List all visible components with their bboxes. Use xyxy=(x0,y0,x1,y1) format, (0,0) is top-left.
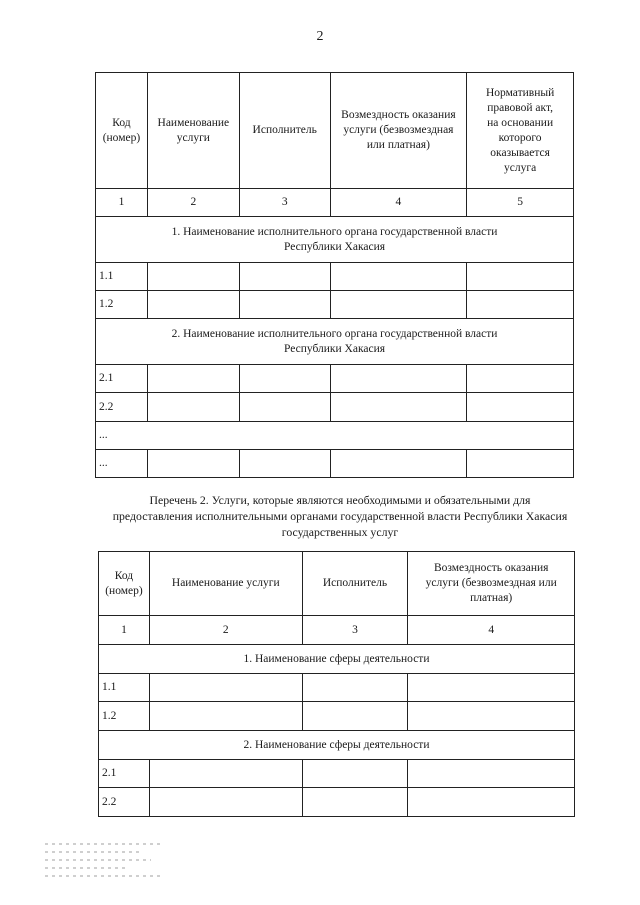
table2-colnum: 3 xyxy=(302,616,408,645)
table2-colnum: 1 xyxy=(99,616,150,645)
table1-section-title: 1. Наименование исполнительного органа государственной власти Республики Хакасия xyxy=(96,217,574,263)
table2-colnum: 4 xyxy=(408,616,575,645)
table1-ellipsis-row xyxy=(96,422,574,450)
table1-header-row xyxy=(96,73,574,189)
table1-colnum: 1 xyxy=(96,189,148,217)
empty-cell xyxy=(239,263,330,291)
empty-cell xyxy=(467,291,574,319)
table2-section-row xyxy=(99,731,575,760)
services-table-2 xyxy=(98,551,575,817)
empty-cell xyxy=(467,263,574,291)
table2-section-title: 1. Наименование сферы деятельности xyxy=(99,645,575,674)
table-row xyxy=(96,291,574,319)
empty-cell xyxy=(147,365,239,393)
page-number: 2 xyxy=(316,29,324,44)
row-code: 1.1 xyxy=(96,263,148,291)
table2-column-numbers xyxy=(99,616,575,645)
empty-cell xyxy=(302,702,408,731)
table1-section-title: 2. Наименование исполнительного органа государственной власти Республики Хакасия xyxy=(96,319,574,365)
table1-header-code: Код (номер) xyxy=(96,73,148,189)
table1-colnum: 5 xyxy=(467,189,574,217)
row-code: ... xyxy=(96,450,148,478)
ellipsis-cell: ... xyxy=(96,422,574,450)
faint-scan-mark xyxy=(45,843,160,888)
table1-colnum: 2 xyxy=(147,189,239,217)
empty-cell xyxy=(330,263,467,291)
table-row xyxy=(96,450,574,478)
empty-cell xyxy=(239,393,330,422)
table-row xyxy=(96,263,574,291)
table1-colnum: 3 xyxy=(239,189,330,217)
table2-header-paid: Возмездность оказания услуги (безвозмездная или платная) xyxy=(408,552,575,616)
table2-colnum: 2 xyxy=(149,616,302,645)
table1-header-paid: Возмездность оказания услуги (безвозмездная или платная) xyxy=(330,73,467,189)
table-row xyxy=(99,702,575,731)
row-code: 2.2 xyxy=(99,788,150,817)
table1-column-numbers xyxy=(96,189,574,217)
empty-cell xyxy=(467,450,574,478)
list-2-caption: Перечень 2. Услуги, которые являются необходимыми и обязательными для предоставления исполнительными органами государственной власти Республики Хакасия государственных услуг xyxy=(112,493,568,539)
row-code: 1.2 xyxy=(96,291,148,319)
services-table-1 xyxy=(95,72,574,478)
row-code: 1.1 xyxy=(99,674,150,702)
table-row xyxy=(99,674,575,702)
table1-header-name: Наименование услуги xyxy=(147,73,239,189)
table2-header-row xyxy=(99,552,575,616)
row-code: 1.2 xyxy=(99,702,150,731)
row-code: 2.1 xyxy=(99,760,150,788)
empty-cell xyxy=(147,291,239,319)
empty-cell xyxy=(302,674,408,702)
table2-section-row xyxy=(99,645,575,674)
empty-cell xyxy=(239,365,330,393)
empty-cell xyxy=(408,674,575,702)
empty-cell xyxy=(239,291,330,319)
table-row xyxy=(99,788,575,817)
row-code: 2.2 xyxy=(96,393,148,422)
table2-header-code: Код (номер) xyxy=(99,552,150,616)
empty-cell xyxy=(147,393,239,422)
empty-cell xyxy=(302,760,408,788)
table2-header-name: Наименование услуги xyxy=(149,552,302,616)
empty-cell xyxy=(147,263,239,291)
empty-cell xyxy=(149,702,302,731)
empty-cell xyxy=(330,450,467,478)
empty-cell xyxy=(239,450,330,478)
empty-cell xyxy=(330,291,467,319)
empty-cell xyxy=(408,760,575,788)
table1-section-row xyxy=(96,319,574,365)
table-row xyxy=(96,393,574,422)
empty-cell xyxy=(467,393,574,422)
table-row xyxy=(99,760,575,788)
table2-section-title: 2. Наименование сферы деятельности xyxy=(99,731,575,760)
empty-cell xyxy=(147,450,239,478)
empty-cell xyxy=(149,674,302,702)
row-code: 2.1 xyxy=(96,365,148,393)
empty-cell xyxy=(149,788,302,817)
empty-cell xyxy=(408,788,575,817)
empty-cell xyxy=(302,788,408,817)
empty-cell xyxy=(330,393,467,422)
empty-cell xyxy=(408,702,575,731)
table-row xyxy=(96,365,574,393)
empty-cell xyxy=(467,365,574,393)
table1-header-legal-act: Нормативный правовой акт, на основании которого оказывается услуга xyxy=(467,73,574,189)
table1-header-executor: Исполнитель xyxy=(239,73,330,189)
table2-header-executor: Исполнитель xyxy=(302,552,408,616)
table1-colnum: 4 xyxy=(330,189,467,217)
empty-cell xyxy=(149,760,302,788)
table1-section-row xyxy=(96,217,574,263)
empty-cell xyxy=(330,365,467,393)
